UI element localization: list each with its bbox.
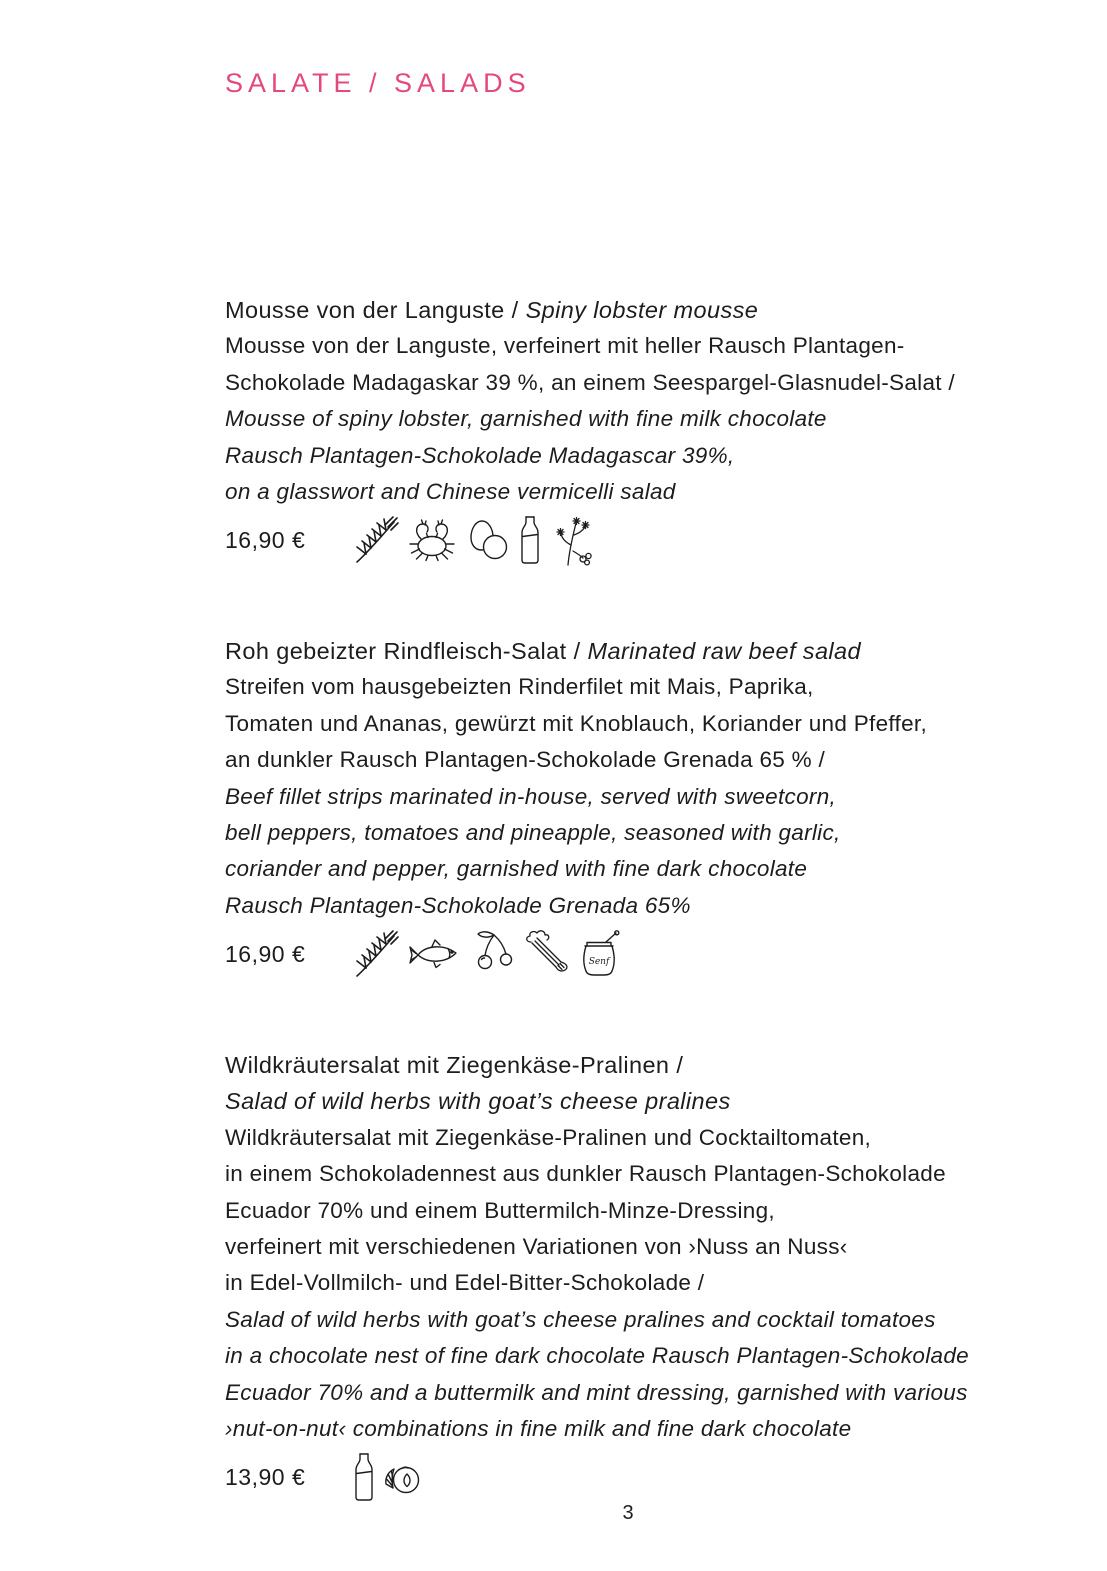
desc-line-de: Tomaten und Ananas, gewürzt mit Knoblauch, Koriander und Pfeffer, <box>225 710 928 736</box>
menu-item-spiny-lobster-mousse <box>225 292 1095 568</box>
desc-line-en: Salad of wild herbs with goat’s cheese pralines and cocktail tomatoes <box>225 1306 936 1332</box>
desc-line-de: Streifen vom hausgebeizten Rinderfilet mit Mais, Paprika, <box>225 674 814 700</box>
cherries-icon <box>470 929 516 979</box>
celery-icon <box>522 929 572 979</box>
lupine-icon <box>548 513 592 567</box>
desc-line-de: Wildkräutersalat mit Ziegenkäse-Pralinen und Cocktailtomaten, <box>225 1124 872 1150</box>
crab-icon <box>406 516 458 564</box>
price: 16,90 € <box>225 940 306 967</box>
desc-line-de: in einem Schokoladennest aus dunkler Rausch Plantagen-Schokolade <box>225 1161 946 1187</box>
price-row <box>225 926 1095 982</box>
price: 13,90 € <box>225 1463 306 1490</box>
wheat-icon <box>352 514 400 566</box>
item-title-en: Marinated raw beef salad <box>587 638 861 664</box>
desc-line-en: Rausch Plantagen-Schokolade Grenada 65% <box>225 892 691 918</box>
nut-icon <box>382 1457 424 1497</box>
item-title-en: Spiny lobster mousse <box>525 297 759 323</box>
desc-line-de: Schokolade Madagaskar 39 %, an einem Seespargel-Glasnudel-Salat / <box>225 369 955 395</box>
menu-item-wild-herb-salad <box>225 1047 1095 1505</box>
menu-item-marinated-raw-beef-salad <box>225 633 1095 982</box>
title-divider: / <box>511 297 519 323</box>
section-heading: SALATE / SALADS <box>225 68 531 98</box>
desc-line-en: coriander and pepper, garnished with fine dark chocolate <box>225 856 808 882</box>
mustard-jar-icon <box>578 930 620 978</box>
price-row <box>225 1449 1095 1505</box>
item-title-de: Wildkräutersalat mit Ziegenkäse-Pralinen / <box>225 1052 684 1078</box>
allergen-icons <box>352 513 592 567</box>
page-number: 3 <box>622 1502 634 1524</box>
desc-line-de: in Edel-Vollmilch- und Edel-Bitter-Schokolade / <box>225 1270 705 1296</box>
item-title-en: Salad of wild herbs with goat’s cheese pralines <box>225 1088 731 1115</box>
desc-line-en: in a chocolate nest of fine dark chocolate Rausch Plantagen-Schokolade <box>225 1343 969 1369</box>
fish-icon <box>406 933 464 975</box>
desc-line-en: Beef fillet strips marinated in-house, served with sweetcorn, <box>225 783 837 809</box>
wheat-icon <box>352 928 400 980</box>
price: 16,90 € <box>225 526 306 553</box>
desc-line-en: ›nut-on-nut‹ combinations in fine milk and fine dark chocolate <box>225 1416 852 1442</box>
milk-bottle-icon <box>518 514 542 566</box>
item-title-de: Roh gebeizter Rindfleisch-Salat <box>225 638 567 664</box>
desc-line-de: an dunkler Rausch Plantagen-Schokolade Grenada 65 % / <box>225 747 826 773</box>
desc-line-de: Ecuador 70% und einem Buttermilch-Minze-Dressing, <box>225 1197 775 1223</box>
item-title <box>225 1083 1095 1119</box>
allergen-icons <box>352 1451 424 1503</box>
item-title <box>225 292 1095 328</box>
desc-line-en: Ecuador 70% and a buttermilk and mint dressing, garnished with various <box>225 1379 968 1405</box>
eggs-icon <box>464 517 512 563</box>
title-divider: / <box>573 638 581 664</box>
desc-line-en: on a glasswort and Chinese vermicelli salad <box>225 479 676 505</box>
desc-line-en: Mousse of spiny lobster, garnished with fine milk chocolate <box>225 406 827 432</box>
desc-line-en: Rausch Plantagen-Schokolade Madagascar 39%, <box>225 442 735 468</box>
desc-line-de: verfeinert mit verschiedenen Variationen von ›Nuss an Nuss‹ <box>225 1234 848 1260</box>
allergen-icons <box>352 928 620 980</box>
desc-line-en: bell peppers, tomatoes and pineapple, seasoned with garlic, <box>225 820 841 846</box>
item-title <box>225 633 1095 669</box>
milk-bottle-icon <box>352 1451 376 1503</box>
item-title <box>225 1047 1095 1083</box>
item-title-de: Mousse von der Languste <box>225 297 505 323</box>
price-row <box>225 512 1095 568</box>
desc-line-de: Mousse von der Languste, verfeinert mit heller Rausch Plantagen- <box>225 333 905 359</box>
